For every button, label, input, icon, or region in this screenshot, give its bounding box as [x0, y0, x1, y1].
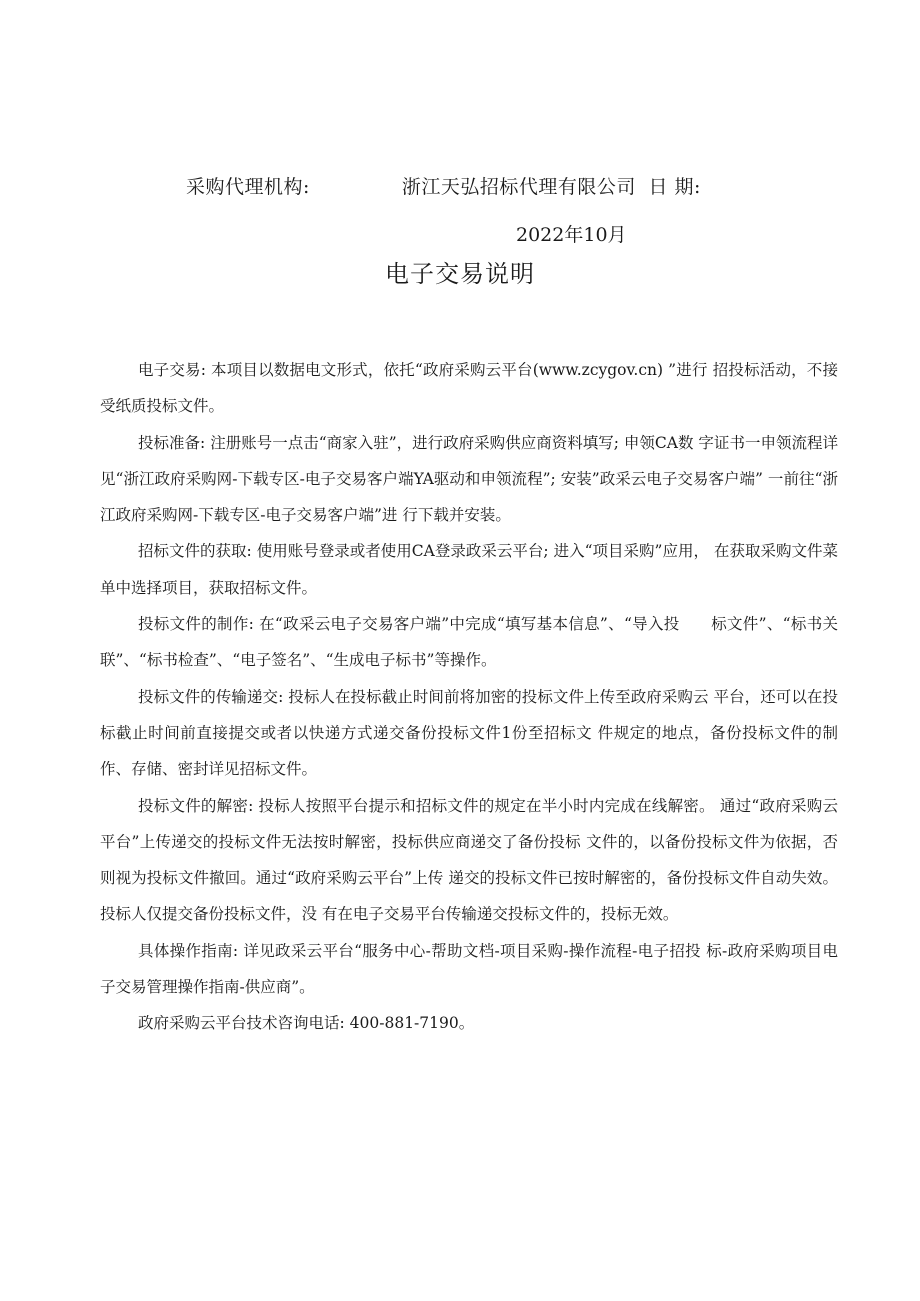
agency-line	[186, 172, 701, 199]
agency-label: 采购代理机构:	[186, 176, 310, 198]
document-body	[100, 352, 838, 1042]
paragraph-operation-guide: 具体操作指南: 详见政采云平台“服务中心-帮助文档-项目采购-操作流程-电子招投 标-政府采购项目电子交易管理操作指南-供应商”。	[100, 941, 838, 997]
paragraph-bid-submission: 投标文件的传输递交: 投标人在投标截止时间前将加密的投标文件上传至政府采购云 平台，还可以在投标截止时间前直接提交或者以快递方式递交备份投标文件1份至招标文 件规定的地点，备份投标文件的制作、存储、密封详见招标文件。	[100, 687, 838, 779]
agency-name: 浙江天弘招标代理有限公司	[401, 176, 636, 198]
date-label: 日 期:	[648, 176, 701, 198]
date-value: 2022年10月	[516, 224, 627, 246]
document-title: 电子交易说明	[385, 260, 535, 288]
paragraph-bid-preparation: 投标准备: 注册账号一点击“商家入驻”，进行政府采购供应商资料填写; 申领CA数 字证书一申领流程详见“浙江政府采购网-下载专区-电子交易客户端YA驱动和申领流程”; 安装”政采云电子交易客户端” 一前往“浙江政府采购网-下载专区-电子交易客户端”进 行下载并安装。	[100, 433, 838, 525]
paragraph-electronic-trading: 电子交易: 本项目以数据电文形式，依托“政府采购云平台(www.zcygov.cn) ”进行 招投标活动，不接受纸质投标文件。	[100, 361, 838, 416]
paragraph-bid-decryption: 投标文件的解密: 投标人按照平台提示和招标文件的规定在半小时内完成在线解密。 通过“政府采购云平台”上传递交的投标文件无法按时解密，投标供应商递交了备份投标 文件的，以备份投标文件为依据，否则视为投标文件撤回。通过“政府采购云平台”上传 递交的投标文件已按时解密的，备份投标文件自动失效。投标人仅提交备份投标文件，没 有在电子交易平台传输递交投标文件的，投标无效。	[100, 796, 838, 924]
paragraph-support-phone: 政府采购云平台技术咨询电话: 400-881-7190。	[138, 1014, 475, 1033]
paragraph-bid-production: 投标文件的制作: 在“政采云电子交易客户端”中完成“填写基本信息”、“导入投 标文件”、“标书关联”、“标书检查”、“电子签名”、“生成电子标书”等操作。	[100, 615, 838, 670]
paragraph-tender-acquisition: 招标文件的获取: 使用账号登录或者使用CA登录政采云平台; 进入“项目采购”应用， 在获取采购文件菜单中选择项目，获取招标文件。	[100, 542, 838, 597]
